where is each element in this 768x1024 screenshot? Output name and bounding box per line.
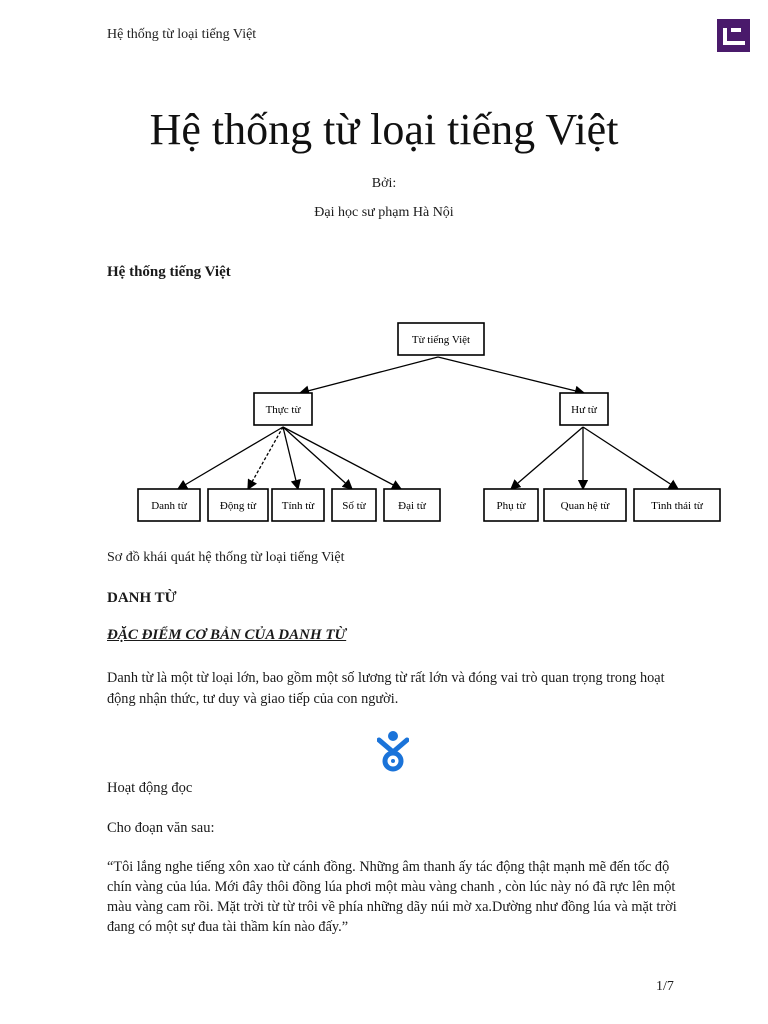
diagram-root-label: Từ tiếng Việt [411,334,471,346]
diagram-caption: Sơ đồ khái quát hệ thống từ loại tiếng Việt [107,550,345,565]
document-title: Hệ thống từ loại tiếng Việt [149,105,619,154]
word-class-diagram [118,305,724,541]
passage-intro: Cho đoạn văn sau: [107,820,215,836]
characteristics-subheading: ĐẶC ĐIỂM CƠ BẢN CỦA DANH TỪ [107,627,347,643]
page-number: 1/7 [656,979,674,994]
intro-paragraph: Danh từ là một từ loại lớn, bao gồm một số lương từ rất lớn và đóng vai trò quan trọng trong hoạt động nhận thức, tư duy và giao tiếp của con người. [107,670,665,707]
activity-label: Hoạt động đọc [107,780,193,796]
diagram-leaf-label: Đại từ [398,500,426,512]
author: Đại học sư phạm Hà Nội [314,205,454,220]
diagram-leaf-label: Phụ từ [496,500,526,512]
diagram-leaf-label: Tính từ [281,500,315,512]
diagram-branch-label: Hư từ [571,404,597,416]
by-label: Bởi: [371,176,397,191]
diagram-leaf-label: Động từ [219,500,257,512]
activity-person-icon [377,730,409,772]
danh-tu-heading: DANH TỪ [107,590,177,606]
diagram-leaf-label: Danh từ [151,500,187,512]
diagram-leaf-label: Quan hệ từ [560,500,610,512]
diagram-leaf-label: Số từ [342,500,366,512]
quote-paragraph: “Tôi lắng nghe tiếng xôn xao từ cánh đồng. Những âm thanh ấy tác động thật mạnh mẽ đến tốc độ chín vàng của lúa. Mới đây thôi đồng lúa phơi một màu vàng chanh , còn lúc này nó đã rực lên một màu vàng cam rồi. Mặt trời từ từ trôi về phía những dãy núi mờ xa.Dường như đồng lúa và mặt trời đang có một sự đua tài thầm kín nào đấy.” [107,859,677,935]
section-heading: Hệ thống tiếng Việt [107,264,231,280]
diagram-branch-label: Thực từ [265,404,301,416]
running-header: Hệ thống từ loại tiếng Việt [107,27,257,42]
diagram-leaf-label: Tình thái từ [651,500,703,512]
brand-logo-icon[interactable] [717,19,750,52]
